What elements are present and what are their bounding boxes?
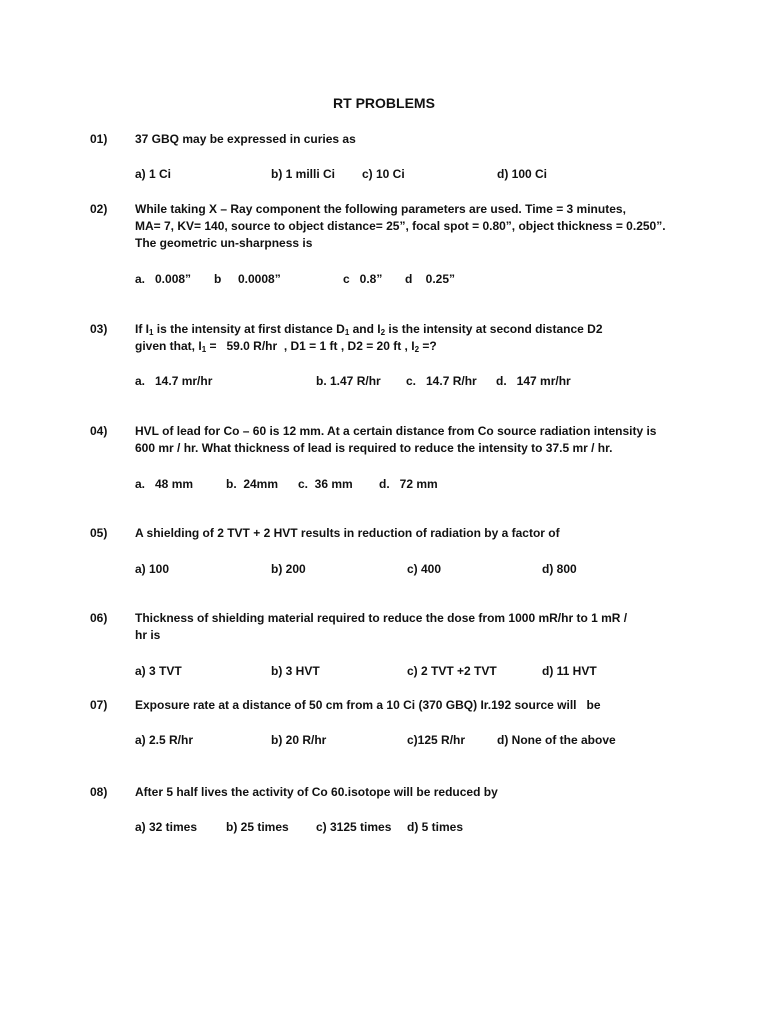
option-c: c) 3125 times xyxy=(316,820,392,834)
option-a: a) 2.5 R/hr xyxy=(135,733,194,747)
option-a: a. 0.008” xyxy=(135,272,192,286)
option-a: a) 32 times xyxy=(135,820,198,834)
option-a: a) 3 TVT xyxy=(135,664,182,678)
question-number: 05) xyxy=(90,526,108,540)
option-a: a. 48 mm xyxy=(135,477,194,491)
question-text: Thickness of shielding material required to reduce the dose from 1000 mR/hr to 1 mR / xyxy=(135,611,628,625)
question-text: The geometric un-sharpness is xyxy=(135,236,313,250)
option-c: c) 400 xyxy=(407,562,442,576)
question-text: If $I_1$ is the intensity at first distance $D_1$ and $I_2$ is the intensity at second distance D2 xyxy=(135,322,603,337)
option-b: b) 25 times xyxy=(226,820,289,834)
page-title: RT PROBLEMS xyxy=(333,95,435,111)
option-b: b) 20 R/hr xyxy=(271,733,327,747)
option-d: d. 147 mr/hr xyxy=(496,374,571,388)
question-number: 04) xyxy=(90,424,108,438)
option-b: b) 1 milli Ci xyxy=(271,167,336,181)
option-c: c 0.8” xyxy=(343,272,383,286)
option-c: c. 14.7 R/hr xyxy=(406,374,477,388)
question-number: 02) xyxy=(90,202,108,216)
option-c: c) 10 Ci xyxy=(362,167,405,181)
option-d: d) 5 times xyxy=(407,820,464,834)
question-text: 37 GBQ may be expressed in curies as xyxy=(135,132,356,146)
option-b: b. 1.47 R/hr xyxy=(316,374,381,388)
question-number: 03) xyxy=(90,322,108,336)
option-a: a) 100 xyxy=(135,562,170,576)
option-d: d) 11 HVT xyxy=(542,664,597,678)
option-c: c. 36 mm xyxy=(298,477,353,491)
option-d: d) 800 xyxy=(542,562,577,576)
option-d: d 0.25” xyxy=(405,272,456,286)
question-text: After 5 half lives the activity of Co 60.isotope will be reduced by xyxy=(135,785,498,799)
option-a: a. 14.7 mr/hr xyxy=(135,374,213,388)
question-text: MA= 7, KV= 140, source to object distance= 25”, focal spot = 0.80”, object thickness = 0.250”. xyxy=(135,219,666,233)
option-b: b. 24mm xyxy=(226,477,279,491)
question-number: 07) xyxy=(90,698,108,712)
question-text: given that, $I_1 = 59.0$ R/hr , D1 = 1 ft , D2 = 20 ft , $I_2$ =? xyxy=(135,339,437,354)
option-d: d. 72 mm xyxy=(379,477,438,491)
question-text: A shielding of 2 TVT + 2 HVT results in reduction of radiation by a factor of xyxy=(135,526,560,540)
question-number: 08) xyxy=(90,785,108,799)
option-d: d) None of the above xyxy=(497,733,616,747)
option-b: b) 3 HVT xyxy=(271,664,320,678)
question-text: Exposure rate at a distance of 50 cm from a 10 Ci (370 GBQ) Ir.192 source will be xyxy=(135,698,601,712)
question-text: 600 mr / hr. What thickness of lead is required to reduce the intensity to 37.5 mr / hr. xyxy=(135,441,613,455)
question-text: While taking X – Ray component the following parameters are used. Time = 3 minutes, xyxy=(135,202,626,216)
option-b: b 0.0008” xyxy=(214,272,281,286)
option-c: c) 2 TVT +2 TVT xyxy=(407,664,497,678)
question-text: HVL of lead for Co – 60 is 12 mm. At a certain distance from Co source radiation intensity is xyxy=(135,424,657,438)
option-d: d) 100 Ci xyxy=(497,167,548,181)
option-b: b) 200 xyxy=(271,562,306,576)
option-a: a) 1 Ci xyxy=(135,167,172,181)
question-number: 06) xyxy=(90,611,108,625)
question-number: 01) xyxy=(90,132,108,146)
question-text: hr is xyxy=(135,628,161,642)
option-c: c)125 R/hr xyxy=(407,733,466,747)
